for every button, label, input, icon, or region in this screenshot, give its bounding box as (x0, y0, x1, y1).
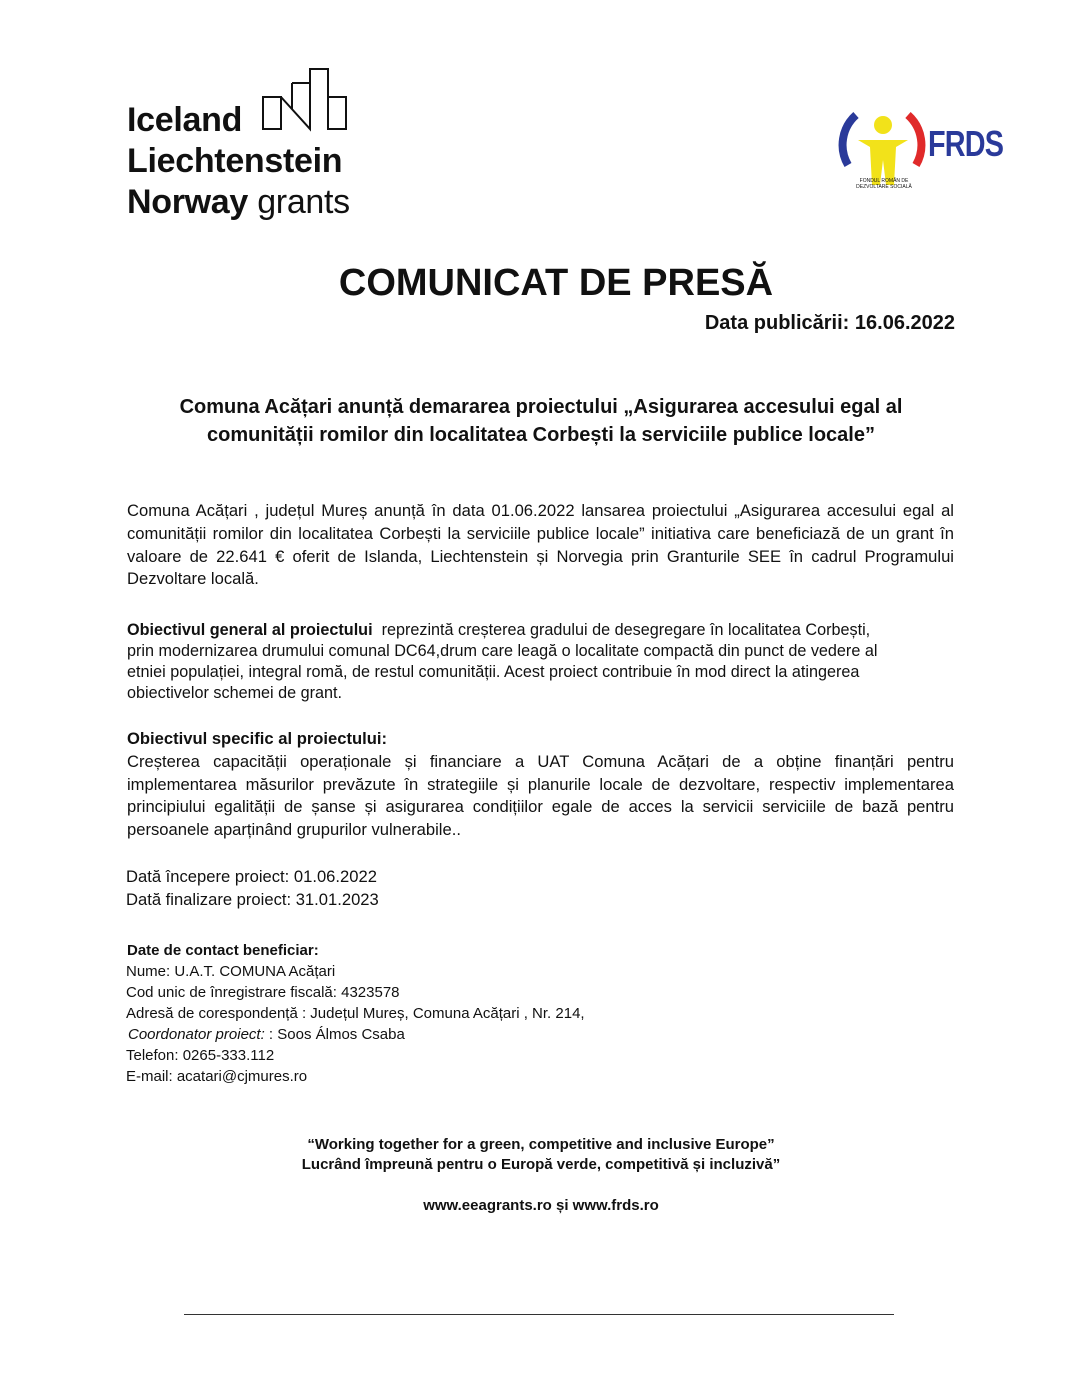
coordinator-name: : Soos Álmos Csaba (264, 1026, 405, 1043)
section-label: Obiectivul general al proiectului (127, 621, 373, 639)
frds-logo (836, 95, 1004, 195)
logo-text: grants (257, 183, 350, 221)
motto-ro: Lucrând împreună pentru o Europă verde, competitivă și incluzivă” (301, 1156, 781, 1173)
section-label: Date de contact beneficiar: (127, 942, 319, 959)
text-line: etniei populației, integral romă, de restul comunității. Acest proiect contribuie în mod direct la atingerea (127, 663, 860, 681)
page-title: COMUNICAT DE PRESĂ (338, 262, 774, 304)
specific-objective (127, 728, 954, 842)
contact-phone: Telefon: 0265-333.112 (126, 1047, 275, 1064)
general-objective (127, 620, 954, 704)
contact-address: Adresă de corespondență : Județul Mureș, Comuna Acățari , Nr. 214, (126, 1005, 585, 1022)
section-text: Creșterea capacității operaționale și financiare a UAT Comuna Acățari de a obține finanțări pentru implementarea măsurilor prevăzute în strategiile și planurile locale de dezvoltare, respectiv implementarea principiului egalității de șanse și asigurarea condițiilor egale de acces la servicii serviciile de bază pentru persoanele aparținând grupurilor vulnerabile.. (127, 751, 954, 840)
logo-text: Liechtenstein (127, 142, 343, 180)
text-line: obiectivelor schemei de grant. (127, 684, 343, 702)
subtitle-line: comunității romilor din localitatea Corbești la serviciile publice locale” (207, 424, 875, 446)
footer-links: www.eeagrants.ro și www.frds.ro (423, 1197, 659, 1214)
footer-motto (0, 1135, 1082, 1175)
start-date: Dată începere proiect: 01.06.2022 (126, 867, 377, 886)
project-dates (126, 866, 953, 912)
subtitle (120, 393, 962, 449)
coordinator-label: Coordonator proiect: (128, 1026, 265, 1043)
text-line: prin modernizarea drumului comunal DC64,drum care leagă o localitate compactă din punct de vedere al (127, 642, 878, 660)
subtitle-line: Comuna Acățari anunță demararea proiectului „Asigurarea accesului egal al (179, 396, 903, 418)
logo-text: Iceland (127, 101, 243, 139)
frds-logo-text: FRDS (928, 123, 1004, 164)
motto-en: “Working together for a green, competitive and inclusive Europe” (307, 1136, 775, 1153)
intro-paragraph: Comuna Acățari , județul Mureș anunță în data 01.06.2022 lansarea proiectului „Asigurarea accesului egal al comunității romilor din localitatea Corbești la serviciile publice locale” initiativa care beneficiază de un grant în valoare de 22.641 € oferit de Islanda, Liechtenstein și Norvegia prin Granturile SEE în cadrul Programului Dezvoltare locală. (127, 501, 954, 589)
contact-name: Nume: U.A.T. COMUNA Acățari (126, 963, 336, 980)
section-label: Obiectivul specific al proiectului: (127, 729, 388, 748)
publication-date: Data publicării: 16.06.2022 (704, 312, 955, 334)
contact-email: E-mail: acatari@cjmures.ro (126, 1068, 308, 1085)
logo-text: Norway (127, 183, 249, 221)
contact-cif: Cod unic de înregistrare fiscală: 4323578 (126, 984, 400, 1001)
footer-divider (184, 1314, 894, 1315)
text-line: reprezintă creșterea gradului de desegregare în localitatea Corbești, (372, 621, 871, 639)
contact-block (126, 940, 585, 1087)
frds-subtitle: FONDUL ROMÂN DE DEZVOLTARE SOCIALĂ (856, 178, 912, 190)
end-date: Dată finalizare proiect: 31.01.2023 (126, 889, 379, 909)
eea-logo-mark-icon (262, 63, 350, 133)
